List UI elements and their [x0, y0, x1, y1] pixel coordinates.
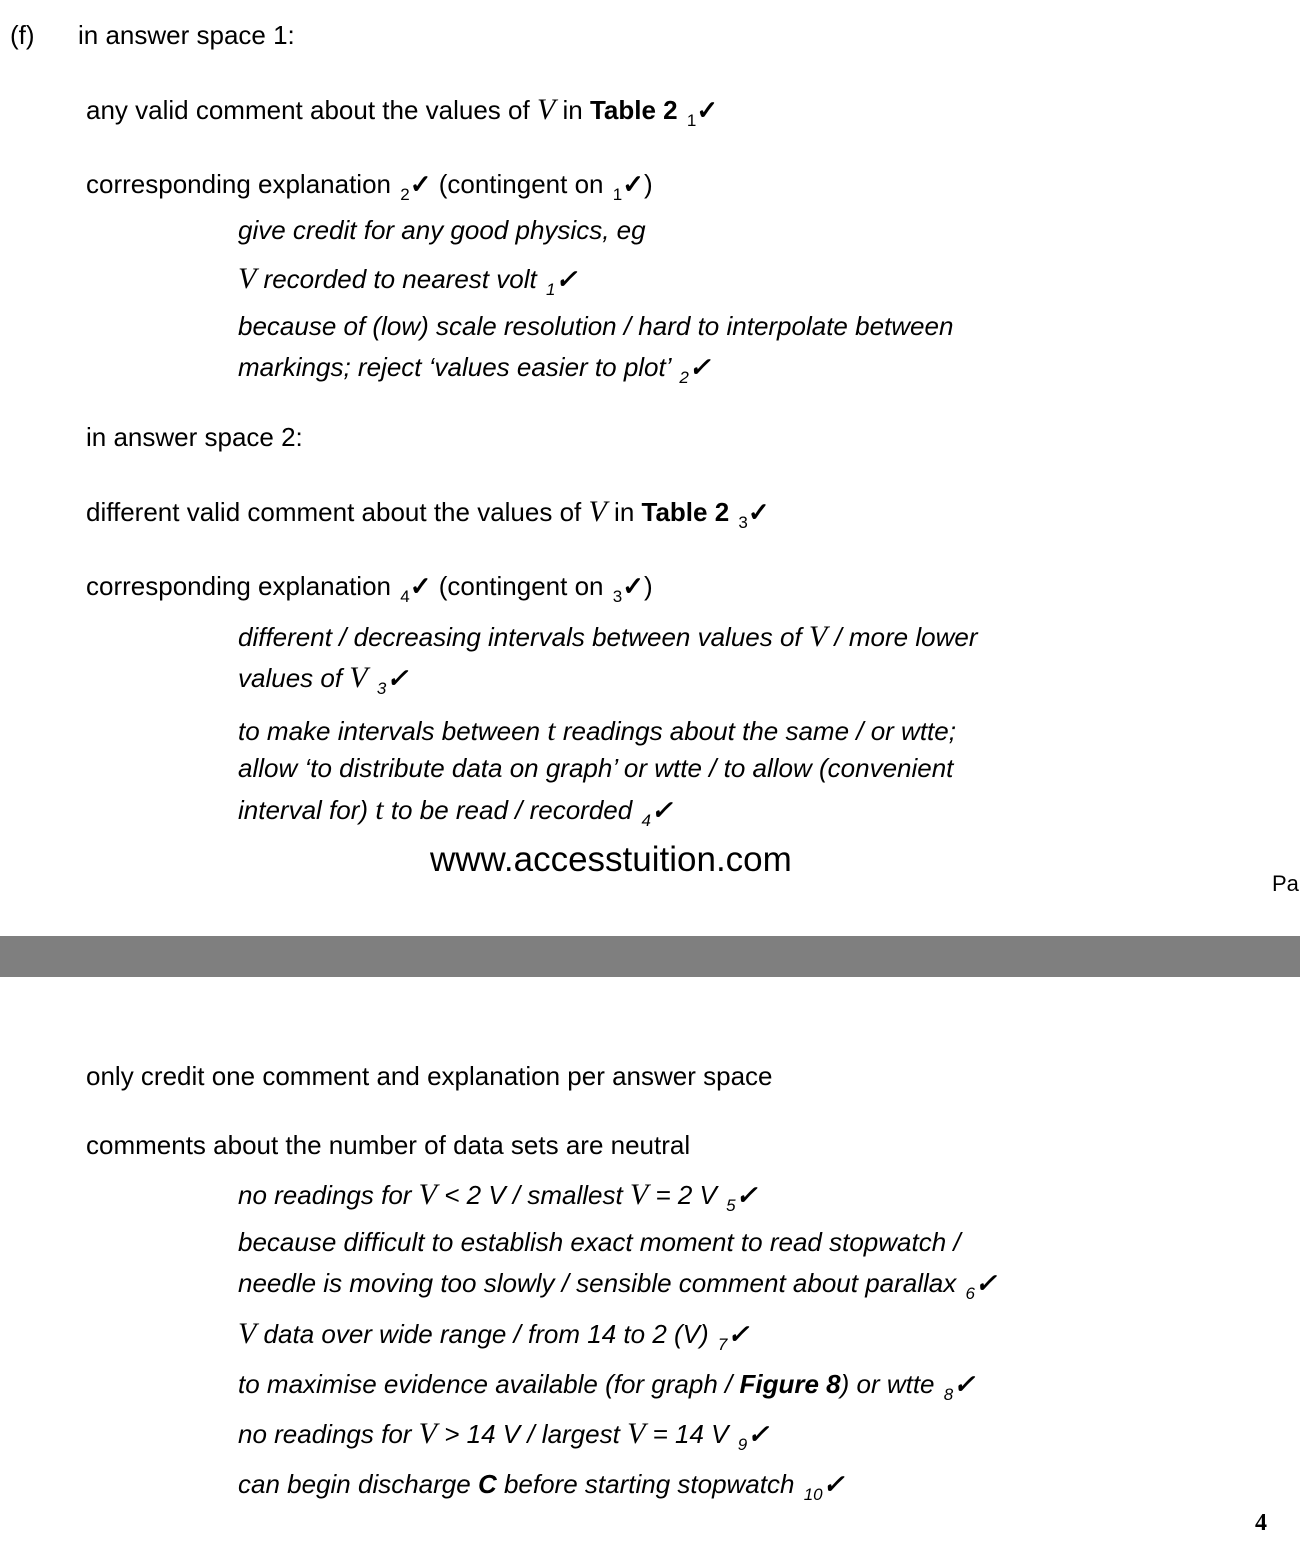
tick-icon: ✓ [822, 1469, 845, 1499]
symbol-t: t [375, 793, 384, 826]
t-text-1b: readings about the same / or wtte; [555, 716, 956, 746]
mark-number: 1 [612, 185, 623, 204]
t-text-3: interval for) [238, 795, 376, 825]
mark-number: 10 [803, 1485, 823, 1504]
reading-line-6a: because difficult to establish exact moment to read stopwatch / [238, 1227, 961, 1257]
contingent-text: (contingent on [431, 571, 611, 601]
tick-icon: ✓ [727, 1319, 750, 1349]
mark-number: 6 [965, 1284, 975, 1303]
comment-2-in: in [606, 497, 642, 527]
credit-note: only credit one comment and explanation per answer space [86, 1061, 773, 1091]
reading-line-5 [238, 1179, 757, 1215]
figure-ref: Figure 8 [739, 1369, 841, 1399]
r5-text-a: no readings for [238, 1180, 419, 1210]
page-separator [0, 936, 1300, 977]
tick-icon: ✓ [386, 663, 409, 693]
credit-line: give credit for any good physics, eg [238, 215, 646, 245]
t-line-2: allow ‘to distribute data on graph’ or wtte / to allow (convenient [238, 753, 954, 783]
tick-icon: ✓ [409, 169, 432, 199]
mark-number: 3 [376, 679, 387, 698]
close-paren: ) [643, 571, 653, 601]
tick-icon: ✓ [953, 1369, 976, 1399]
t-line-3 [238, 794, 673, 830]
symbol-v: V [588, 495, 607, 528]
mark-number: 4 [400, 587, 410, 606]
comment-2-line [86, 496, 770, 532]
contingent-text: (contingent on [431, 169, 611, 199]
resolution-text: markings; reject ‘values easier to plot’ [238, 352, 678, 382]
tick-icon: ✓ [622, 571, 644, 601]
tick-icon: ✓ [696, 95, 719, 125]
interval-line-2 [238, 662, 408, 698]
explanation-2-text: corresponding explanation [86, 571, 399, 601]
neutral-note: comments about the number of data sets are neutral [86, 1130, 691, 1160]
symbol-v: V [629, 1178, 649, 1211]
r10-text-a: can begin discharge [238, 1469, 478, 1499]
mark-number: 1 [686, 111, 697, 130]
interval-line-1 [238, 621, 977, 653]
r10-text-b: before starting stopwatch [496, 1469, 802, 1499]
website-footer: www.accesstuition.com [430, 840, 792, 879]
interval-text-1b: / more lower [827, 622, 978, 652]
symbol-v: V [418, 1178, 437, 1211]
comment-1-line [86, 94, 718, 130]
capacitor-label: C [477, 1469, 497, 1499]
mark-number: 3 [612, 587, 623, 606]
tick-icon: ✓ [735, 1180, 758, 1210]
r5-text-c: = 2 V [648, 1180, 725, 1210]
resolution-line-2 [238, 351, 711, 387]
reading-line-10 [238, 1468, 844, 1504]
table-ref: Table 2 [641, 497, 730, 527]
t-line-1 [238, 715, 956, 747]
reading-line-7 [238, 1318, 749, 1354]
symbol-v: V [627, 1417, 646, 1450]
tick-icon: ✓ [409, 571, 432, 601]
answer-space-1-heading: in answer space 1: [78, 20, 295, 50]
r9-text-b: > 14 V / largest [437, 1419, 628, 1449]
symbol-v: V [536, 93, 556, 126]
explanation-1-text: corresponding explanation [86, 169, 399, 199]
close-paren: ) [643, 169, 653, 199]
tick-icon: ✓ [555, 264, 578, 294]
answer-space-2-heading: in answer space 2: [86, 422, 303, 452]
explanation-2-line [86, 570, 653, 606]
symbol-t: t [547, 714, 556, 747]
volt-line [238, 263, 577, 299]
tick-icon: ✓ [650, 795, 673, 825]
r7-text: data over wide range / from 14 to 2 (V) [256, 1319, 716, 1349]
symbol-v: V [349, 661, 368, 694]
comment-1-text: any valid comment about the values of [86, 95, 537, 125]
mark-number: 5 [726, 1196, 736, 1215]
table-ref: Table 2 [589, 95, 678, 125]
part-label: (f) [10, 20, 35, 50]
mark-number: 4 [641, 811, 651, 830]
interval-text-2: values of [238, 663, 350, 693]
tick-icon: ✓ [622, 169, 644, 199]
tick-icon: ✓ [688, 352, 711, 382]
mark-number: 9 [737, 1435, 748, 1454]
r9-text-a: no readings for [238, 1419, 419, 1449]
explanation-1-line [86, 168, 653, 204]
r8-text-a: to maximise evidence available (for graph / [238, 1369, 740, 1399]
symbol-v: V [238, 1317, 257, 1350]
t-text-3b: to be read / recorded [383, 795, 640, 825]
volt-text: recorded to nearest volt [256, 264, 544, 294]
page-number: 4 [1255, 1510, 1267, 1536]
reading-line-9 [238, 1418, 769, 1454]
r5-text-b: < 2 V / smallest [437, 1180, 630, 1210]
mark-number: 2 [400, 185, 410, 204]
t-text-1: to make intervals between [238, 716, 548, 746]
r9-text-c: = 14 V [645, 1419, 736, 1449]
tick-icon: ✓ [747, 497, 770, 527]
r8-text-b: ) or wtte [840, 1369, 942, 1399]
reading-line-6b [238, 1267, 997, 1303]
symbol-v: V [418, 1417, 437, 1450]
mark-number: 2 [679, 368, 689, 387]
tick-icon: ✓ [747, 1419, 769, 1449]
mark-number: 8 [943, 1385, 954, 1404]
symbol-v: V [808, 620, 828, 653]
interval-text-1: different / decreasing intervals between values of [238, 622, 809, 652]
symbol-v: V [238, 262, 257, 295]
mark-number: 7 [717, 1335, 728, 1354]
resolution-line-1: because of (low) scale resolution / hard to interpolate between [238, 311, 954, 341]
comment-2-text: different valid comment about the values of [86, 497, 589, 527]
comment-1-in: in [555, 95, 590, 125]
mark-number: 3 [738, 513, 748, 532]
reading-line-8 [238, 1368, 975, 1404]
tick-icon: ✓ [974, 1268, 997, 1298]
r6-text: needle is moving too slowly / sensible comment about parallax [238, 1268, 964, 1298]
mark-number: 1 [545, 280, 556, 299]
page-label-fragment: Pa [1272, 871, 1299, 896]
